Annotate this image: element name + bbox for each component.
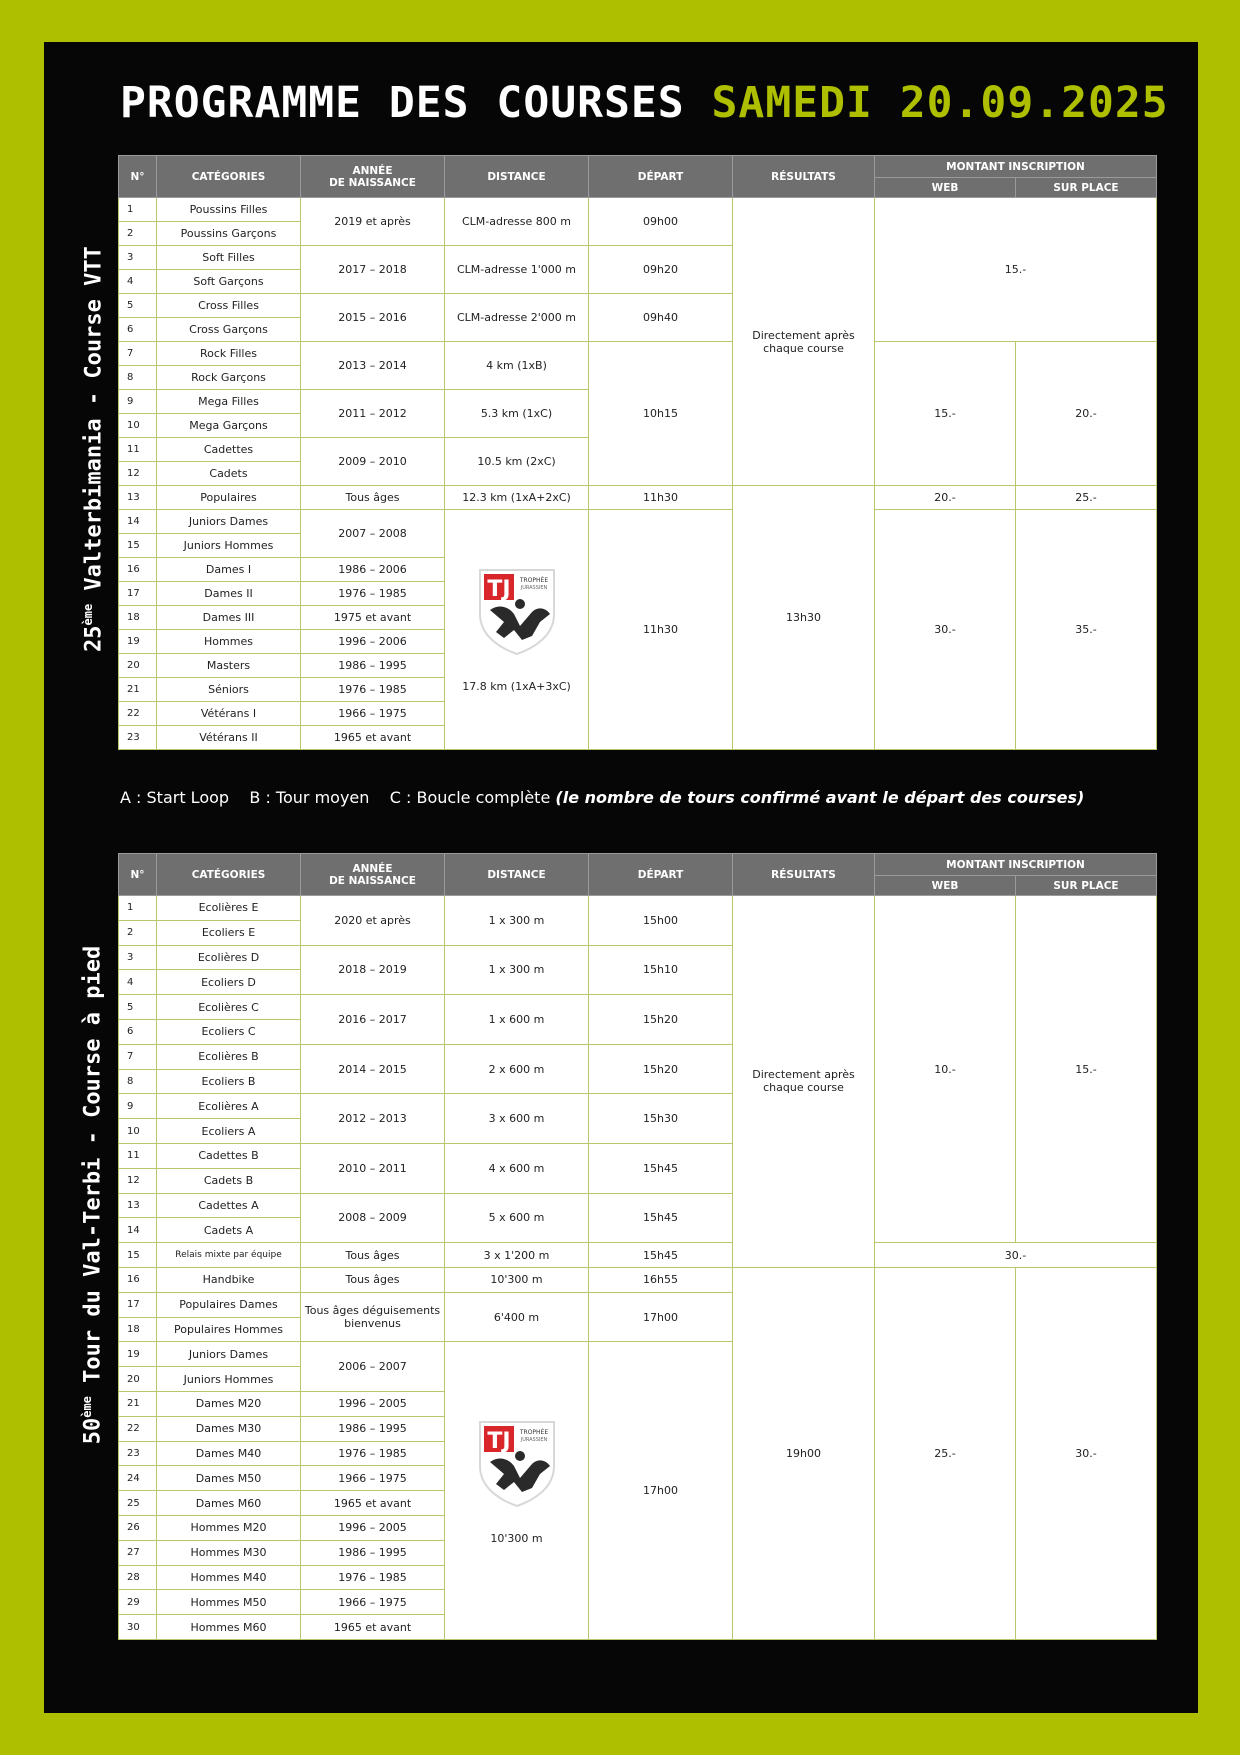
year-cell: 1966 – 1975 xyxy=(301,1590,445,1615)
depart-cell: 15h20 xyxy=(589,995,733,1045)
category-cell: Dames M50 xyxy=(157,1466,301,1491)
row-number: 7 xyxy=(119,342,157,366)
year-cell: 2013 – 2014 xyxy=(301,342,445,390)
page-title xyxy=(120,78,1169,128)
price-cell: 30.- xyxy=(875,1243,1157,1268)
row-number: 20 xyxy=(119,1367,157,1392)
row-number: 18 xyxy=(119,606,157,630)
category-cell: Vétérans II xyxy=(157,726,301,750)
row-number: 11 xyxy=(119,438,157,462)
year-cell: Tous âges xyxy=(301,1243,445,1268)
year-cell: 1976 – 1985 xyxy=(301,1565,445,1590)
category-cell: Populaires xyxy=(157,486,301,510)
category-cell: Juniors Hommes xyxy=(157,1367,301,1392)
row-number: 27 xyxy=(119,1540,157,1565)
depart-cell: 10h15 xyxy=(589,342,733,486)
row-number: 3 xyxy=(119,945,157,970)
row-number: 1 xyxy=(119,896,157,921)
col-header-web: WEB xyxy=(875,876,1016,896)
category-cell: Rock Filles xyxy=(157,342,301,366)
distance-cell: 10'300 m xyxy=(445,1267,589,1292)
category-cell: Masters xyxy=(157,654,301,678)
row-number: 8 xyxy=(119,366,157,390)
category-cell: Vétérans I xyxy=(157,702,301,726)
col-header-resultats: RÉSULTATS xyxy=(733,156,875,198)
year-cell: 1965 et avant xyxy=(301,1615,445,1640)
year-cell: 1986 – 1995 xyxy=(301,1540,445,1565)
row-number: 24 xyxy=(119,1466,157,1491)
distance-cell: 4 km (1xB) xyxy=(445,342,589,390)
year-cell: Tous âges xyxy=(301,1267,445,1292)
row-number: 5 xyxy=(119,294,157,318)
legend-note: (le nombre de tours confirmé avant le départ des courses) xyxy=(555,788,1085,807)
category-cell: Hommes M40 xyxy=(157,1565,301,1590)
year-cell: 2011 – 2012 xyxy=(301,390,445,438)
depart-cell: 09h20 xyxy=(589,246,733,294)
depart-cell: 15h10 xyxy=(589,945,733,995)
year-cell: 2018 – 2019 xyxy=(301,945,445,995)
category-cell: Dames II xyxy=(157,582,301,606)
row-number: 23 xyxy=(119,1441,157,1466)
category-cell: Relais mixte par équipe xyxy=(157,1243,301,1268)
category-cell: Dames M60 xyxy=(157,1491,301,1516)
year-cell: 2006 – 2007 xyxy=(301,1342,445,1392)
depart-cell: 16h55 xyxy=(589,1267,733,1292)
row-number: 25 xyxy=(119,1491,157,1516)
col-header-annee-l1: ANNÉE xyxy=(352,862,393,875)
logo-letters: TJ xyxy=(486,1429,511,1455)
category-cell: Dames III xyxy=(157,606,301,630)
col-header-distance: DISTANCE xyxy=(445,156,589,198)
depart-cell: 15h45 xyxy=(589,1243,733,1268)
distance-cell: 5 x 600 m xyxy=(445,1193,589,1243)
pied-label-text: Tour du Val-Terbi - Course à pied xyxy=(80,945,106,1397)
year-cell: 1976 – 1985 xyxy=(301,1441,445,1466)
row-number: 9 xyxy=(119,390,157,414)
depart-cell: 17h00 xyxy=(589,1342,733,1640)
vtt-table xyxy=(118,155,1157,750)
category-cell: Dames I xyxy=(157,558,301,582)
depart-cell: 11h30 xyxy=(589,486,733,510)
price-web-cell: 25.- xyxy=(875,1267,1016,1639)
year-cell: 2015 – 2016 xyxy=(301,294,445,342)
category-cell: Dames M40 xyxy=(157,1441,301,1466)
row-number: 13 xyxy=(119,1193,157,1218)
category-cell: Ecoliers E xyxy=(157,920,301,945)
category-cell: Ecolières A xyxy=(157,1094,301,1119)
year-cell: 1966 – 1975 xyxy=(301,702,445,726)
price-web-cell: 15.- xyxy=(875,342,1016,486)
row-number: 6 xyxy=(119,1019,157,1044)
year-cell: 2014 – 2015 xyxy=(301,1044,445,1094)
distance-cell: 1 x 300 m xyxy=(445,945,589,995)
category-cell: Cadets A xyxy=(157,1218,301,1243)
col-header-surplace: SUR PLACE xyxy=(1016,876,1157,896)
category-cell: Cross Garçons xyxy=(157,318,301,342)
category-cell: Ecoliers B xyxy=(157,1069,301,1094)
row-number: 15 xyxy=(119,1243,157,1268)
distance-cell: 3 x 600 m xyxy=(445,1094,589,1144)
category-cell: Cadettes A xyxy=(157,1193,301,1218)
depart-cell: 15h45 xyxy=(589,1143,733,1193)
row-number: 9 xyxy=(119,1094,157,1119)
year-cell: Tous âges déguisements bienvenus xyxy=(301,1292,445,1342)
col-header-annee-l2: DE NAISSANCE xyxy=(329,874,416,887)
category-cell: Ecoliers C xyxy=(157,1019,301,1044)
legend-c: C : Boucle complète xyxy=(389,788,551,807)
row-number: 6 xyxy=(119,318,157,342)
row-number: 5 xyxy=(119,995,157,1020)
row-number: 18 xyxy=(119,1317,157,1342)
col-header-surplace: SUR PLACE xyxy=(1016,178,1157,198)
row-number: 30 xyxy=(119,1615,157,1640)
category-cell: Cadettes xyxy=(157,438,301,462)
price-place-cell: 15.- xyxy=(1016,896,1157,1243)
depart-cell: 15h00 xyxy=(589,896,733,946)
vtt-label-text: Valterbimania - Course VTT xyxy=(81,246,107,604)
category-cell: Ecolières E xyxy=(157,896,301,921)
row-number: 23 xyxy=(119,726,157,750)
header-row xyxy=(119,156,1157,178)
year-cell: 1996 – 2006 xyxy=(301,630,445,654)
row-number: 1 xyxy=(119,198,157,222)
row-number: 8 xyxy=(119,1069,157,1094)
col-header-web: WEB xyxy=(875,178,1016,198)
col-header-resultats: RÉSULTATS xyxy=(733,854,875,896)
trophee-jurassien-logo xyxy=(474,566,560,656)
category-cell: Hommes M60 xyxy=(157,1615,301,1640)
category-cell: Cross Filles xyxy=(157,294,301,318)
legend-a: A : Start Loop xyxy=(120,788,230,807)
depart-cell: 15h20 xyxy=(589,1044,733,1094)
year-cell: 2009 – 2010 xyxy=(301,438,445,486)
pied-label-sup: ème xyxy=(80,1396,94,1418)
category-cell: Ecolières B xyxy=(157,1044,301,1069)
category-cell: Poussins Garçons xyxy=(157,222,301,246)
price-place-cell: 30.- xyxy=(1016,1267,1157,1639)
distance-cell: 1 x 600 m xyxy=(445,995,589,1045)
category-cell: Rock Garçons xyxy=(157,366,301,390)
row-number: 7 xyxy=(119,1044,157,1069)
price-cell: 15.- xyxy=(875,198,1157,342)
row-number: 15 xyxy=(119,534,157,558)
depart-cell: 17h00 xyxy=(589,1292,733,1342)
depart-cell: 09h40 xyxy=(589,294,733,342)
row-number: 2 xyxy=(119,222,157,246)
col-header-annee-l1: ANNÉE xyxy=(352,164,393,177)
category-cell: Juniors Dames xyxy=(157,1342,301,1367)
year-cell: 1986 – 1995 xyxy=(301,654,445,678)
category-cell: Populaires Hommes xyxy=(157,1317,301,1342)
resultats-cell: Directement après chaque course xyxy=(733,896,875,1268)
year-cell: 1986 – 2006 xyxy=(301,558,445,582)
row-number: 14 xyxy=(119,1218,157,1243)
year-cell: 2012 – 2013 xyxy=(301,1094,445,1144)
logo-text1: TROPHÉE xyxy=(519,1429,548,1437)
distance-cell: 1 x 300 m xyxy=(445,896,589,946)
year-cell: 1965 et avant xyxy=(301,726,445,750)
category-cell: Mega Filles xyxy=(157,390,301,414)
distance-cell: 4 x 600 m xyxy=(445,1143,589,1193)
row-number: 28 xyxy=(119,1565,157,1590)
year-cell: 2008 – 2009 xyxy=(301,1193,445,1243)
distance-cell: 10.5 km (2xC) xyxy=(445,438,589,486)
price-web-cell: 10.- xyxy=(875,896,1016,1243)
col-header-distance: DISTANCE xyxy=(445,854,589,896)
col-header-annee xyxy=(301,156,445,198)
row-number: 21 xyxy=(119,678,157,702)
pied-side-label xyxy=(72,940,106,1450)
row-number: 22 xyxy=(119,1416,157,1441)
price-web-cell: 20.- xyxy=(875,486,1016,510)
category-cell: Cadets xyxy=(157,462,301,486)
year-cell: 2007 – 2008 xyxy=(301,510,445,558)
category-cell: Soft Filles xyxy=(157,246,301,270)
price-place-cell: 25.- xyxy=(1016,486,1157,510)
year-cell: 2016 – 2017 xyxy=(301,995,445,1045)
pied-table xyxy=(118,853,1157,1640)
category-cell: Hommes M50 xyxy=(157,1590,301,1615)
row-number: 22 xyxy=(119,702,157,726)
year-cell: 1976 – 1985 xyxy=(301,582,445,606)
row-number: 19 xyxy=(119,630,157,654)
row-number: 16 xyxy=(119,558,157,582)
category-cell: Juniors Dames xyxy=(157,510,301,534)
row-number: 4 xyxy=(119,270,157,294)
logo-letters: TJ xyxy=(486,577,511,602)
resultats-cell: 19h00 xyxy=(733,1267,875,1639)
vtt-label-sup: ème xyxy=(81,603,95,626)
depart-cell: 11h30 xyxy=(589,510,733,750)
row-number: 17 xyxy=(119,582,157,606)
row-number: 2 xyxy=(119,920,157,945)
row-number: 4 xyxy=(119,970,157,995)
category-cell: Ecolières C xyxy=(157,995,301,1020)
category-cell: Ecolières D xyxy=(157,945,301,970)
legend-b: B : Tour moyen xyxy=(249,788,370,807)
row-number: 29 xyxy=(119,1590,157,1615)
category-cell: Hommes M20 xyxy=(157,1515,301,1540)
category-cell: Cadets B xyxy=(157,1168,301,1193)
distance-cell: 5.3 km (1xC) xyxy=(445,390,589,438)
category-cell: Poussins Filles xyxy=(157,198,301,222)
year-cell: 1996 – 2005 xyxy=(301,1391,445,1416)
category-cell: Cadettes B xyxy=(157,1143,301,1168)
col-header-montant: MONTANT INSCRIPTION xyxy=(875,156,1157,178)
vtt-side-label xyxy=(73,246,107,652)
row-number: 12 xyxy=(119,462,157,486)
price-place-cell: 20.- xyxy=(1016,342,1157,486)
row-number: 3 xyxy=(119,246,157,270)
category-cell: Populaires Dames xyxy=(157,1292,301,1317)
depart-cell: 15h30 xyxy=(589,1094,733,1144)
col-header-no: N° xyxy=(119,854,157,896)
resultats-cell: Directement après chaque course xyxy=(733,198,875,486)
col-header-categories: CATÉGORIES xyxy=(157,156,301,198)
vtt-label-ordinal: 25 xyxy=(81,625,107,652)
row-number: 10 xyxy=(119,1119,157,1144)
row-number: 26 xyxy=(119,1515,157,1540)
row-number: 20 xyxy=(119,654,157,678)
distance-cell xyxy=(445,510,589,750)
row-number: 17 xyxy=(119,1292,157,1317)
distance-text: 17.8 km (1xA+3xC) xyxy=(462,680,571,693)
year-cell: 1976 – 1985 xyxy=(301,678,445,702)
col-header-depart: DÉPART xyxy=(589,156,733,198)
price-place-cell: 35.- xyxy=(1016,510,1157,750)
col-header-depart: DÉPART xyxy=(589,854,733,896)
year-cell: 2019 et après xyxy=(301,198,445,246)
header-row xyxy=(119,854,1157,876)
category-cell: Dames M30 xyxy=(157,1416,301,1441)
category-cell: Mega Garçons xyxy=(157,414,301,438)
category-cell: Soft Garçons xyxy=(157,270,301,294)
distance-cell: 3 x 1'200 m xyxy=(445,1243,589,1268)
resultats-cell: 13h30 xyxy=(733,486,875,750)
year-cell: 2017 – 2018 xyxy=(301,246,445,294)
title-part1: PROGRAMME DES COURSES xyxy=(120,78,685,128)
col-header-annee-l2: DE NAISSANCE xyxy=(329,176,416,189)
distance-cell: CLM-adresse 2'000 m xyxy=(445,294,589,342)
distance-cell: CLM-adresse 1'000 m xyxy=(445,246,589,294)
category-cell: Ecoliers D xyxy=(157,970,301,995)
distance-cell: 6'400 m xyxy=(445,1292,589,1342)
price-web-cell: 30.- xyxy=(875,510,1016,750)
year-cell: Tous âges xyxy=(301,486,445,510)
logo-text1: TROPHÉE xyxy=(519,577,548,584)
category-cell: Ecoliers A xyxy=(157,1119,301,1144)
col-header-categories: CATÉGORIES xyxy=(157,854,301,896)
year-cell: 1975 et avant xyxy=(301,606,445,630)
category-cell: Hommes xyxy=(157,630,301,654)
year-cell: 2020 et après xyxy=(301,896,445,946)
year-cell: 1966 – 1975 xyxy=(301,1466,445,1491)
distance-cell: CLM-adresse 800 m xyxy=(445,198,589,246)
year-cell: 1965 et avant xyxy=(301,1491,445,1516)
year-cell: 2010 – 2011 xyxy=(301,1143,445,1193)
row-number: 12 xyxy=(119,1168,157,1193)
depart-cell: 15h45 xyxy=(589,1193,733,1243)
pied-label-ordinal: 50 xyxy=(80,1417,106,1445)
year-cell: 1996 – 2005 xyxy=(301,1515,445,1540)
title-date: SAMEDI 20.09.2025 xyxy=(711,78,1169,128)
row-number: 10 xyxy=(119,414,157,438)
distance-cell xyxy=(445,1342,589,1640)
row-number: 21 xyxy=(119,1391,157,1416)
col-header-annee xyxy=(301,854,445,896)
row-number: 14 xyxy=(119,510,157,534)
category-cell: Dames M20 xyxy=(157,1391,301,1416)
year-cell: 1986 – 1995 xyxy=(301,1416,445,1441)
row-number: 19 xyxy=(119,1342,157,1367)
depart-cell: 09h00 xyxy=(589,198,733,246)
distance-legend xyxy=(120,788,1084,807)
trophee-jurassien-logo xyxy=(474,1418,560,1508)
distance-cell: 12.3 km (1xA+2xC) xyxy=(445,486,589,510)
row-number: 13 xyxy=(119,486,157,510)
category-cell: Juniors Hommes xyxy=(157,534,301,558)
category-cell: Séniors xyxy=(157,678,301,702)
distance-cell: 2 x 600 m xyxy=(445,1044,589,1094)
row-number: 16 xyxy=(119,1267,157,1292)
distance-text: 10'300 m xyxy=(490,1532,543,1546)
row-number: 11 xyxy=(119,1143,157,1168)
category-cell: Handbike xyxy=(157,1267,301,1292)
logo-text2: JURASSIEN xyxy=(520,1437,547,1444)
col-header-montant: MONTANT INSCRIPTION xyxy=(875,854,1157,876)
col-header-no: N° xyxy=(119,156,157,198)
category-cell: Hommes M30 xyxy=(157,1540,301,1565)
logo-text2: JURASSIEN xyxy=(520,585,547,591)
